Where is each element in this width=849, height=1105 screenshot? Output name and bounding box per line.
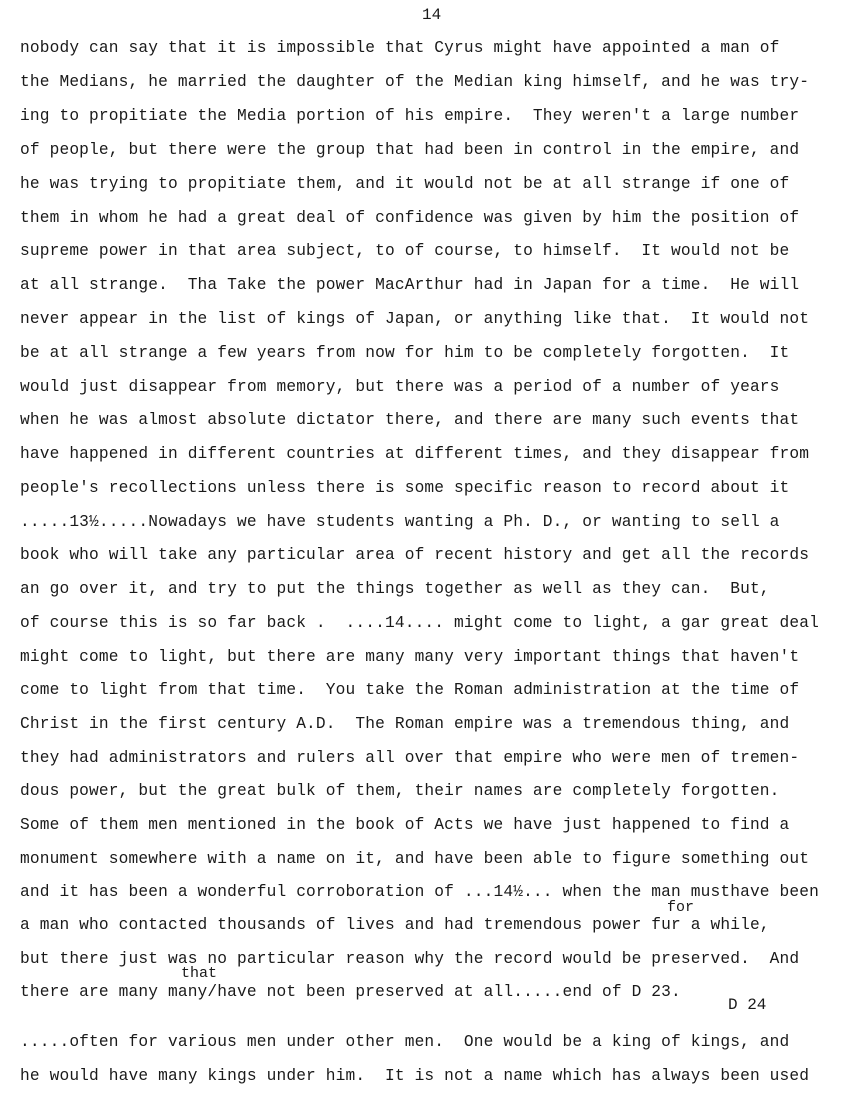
text-line: he would have many kings under him. It is not a name which has always been used	[20, 1067, 810, 1085]
text-line: and it has been a wonderful corroboration of ...14½... when the man musthave been	[20, 883, 819, 901]
text-line: a man who contacted thousands of lives and had tremendous power fur a while,	[20, 916, 770, 934]
text-line: of course this is so far back . ....14.... might come to light, a gar great deal	[20, 614, 819, 632]
text-line: but there just was no particular reason why the record would be preserved. And	[20, 950, 800, 968]
interlinear-correction: that	[181, 965, 218, 982]
text-line: nobody can say that it is impossible that Cyrus might have appointed a man of	[20, 39, 780, 57]
text-line: when he was almost absolute dictator there, and there are many such events that	[20, 411, 800, 429]
text-line: at all strange. Tha Take the power MacArthur had in Japan for a time. He will	[20, 276, 800, 294]
text-line: dous power, but the great bulk of them, their names are completely forgotten.	[20, 782, 780, 800]
text-line: .....often for various men under other men. One would be a king of kings, and	[20, 1033, 790, 1051]
text-line: book who will take any particular area of recent history and get all the records	[20, 546, 810, 564]
text-line: have happened in different countries at different times, and they disappear from	[20, 445, 810, 463]
text-line: come to light from that time. You take the Roman administration at the time of	[20, 681, 800, 699]
text-line: people's recollections unless there is some specific reason to record about it	[20, 479, 790, 497]
text-line: never appear in the list of kings of Japan, or anything like that. It would not	[20, 310, 810, 328]
section-label: D 24	[728, 996, 767, 1014]
text-line: they had administrators and rulers all over that empire who were men of tremen-	[20, 749, 800, 767]
text-line: would just disappear from memory, but there was a period of a number of years	[20, 378, 780, 396]
text-line: Some of them men mentioned in the book of Acts we have just happened to find a	[20, 816, 790, 834]
text-line: the Medians, he married the daughter of the Median king himself, and he was try-	[20, 73, 810, 91]
text-line: an go over it, and try to put the things together as well as they can. But,	[20, 580, 770, 598]
text-line: there are many many/have not been preserved at all.....end of D 23.	[20, 983, 681, 1001]
text-line: them in whom he had a great deal of confidence was given by him the position of	[20, 209, 800, 227]
text-line: Christ in the first century A.D. The Roman empire was a tremendous thing, and	[20, 715, 790, 733]
interlinear-correction: for	[667, 899, 695, 916]
text-line: he was trying to propitiate them, and it would not be at all strange if one of	[20, 175, 790, 193]
text-line: supreme power in that area subject, to of course, to himself. It would not be	[20, 242, 790, 260]
page-number: 14	[422, 6, 442, 24]
text-line: .....13½.....Nowadays we have students wanting a Ph. D., or wanting to sell a	[20, 513, 780, 531]
text-line: might come to light, but there are many many very important things that haven't	[20, 648, 800, 666]
text-line: be at all strange a few years from now for him to be completely forgotten. It	[20, 344, 790, 362]
text-line: of people, but there were the group that had been in control in the empire, and	[20, 141, 800, 159]
text-line: monument somewhere with a name on it, and have been able to figure something out	[20, 850, 810, 868]
text-line: ing to propitiate the Media portion of his empire. They weren't a large number	[20, 107, 800, 125]
